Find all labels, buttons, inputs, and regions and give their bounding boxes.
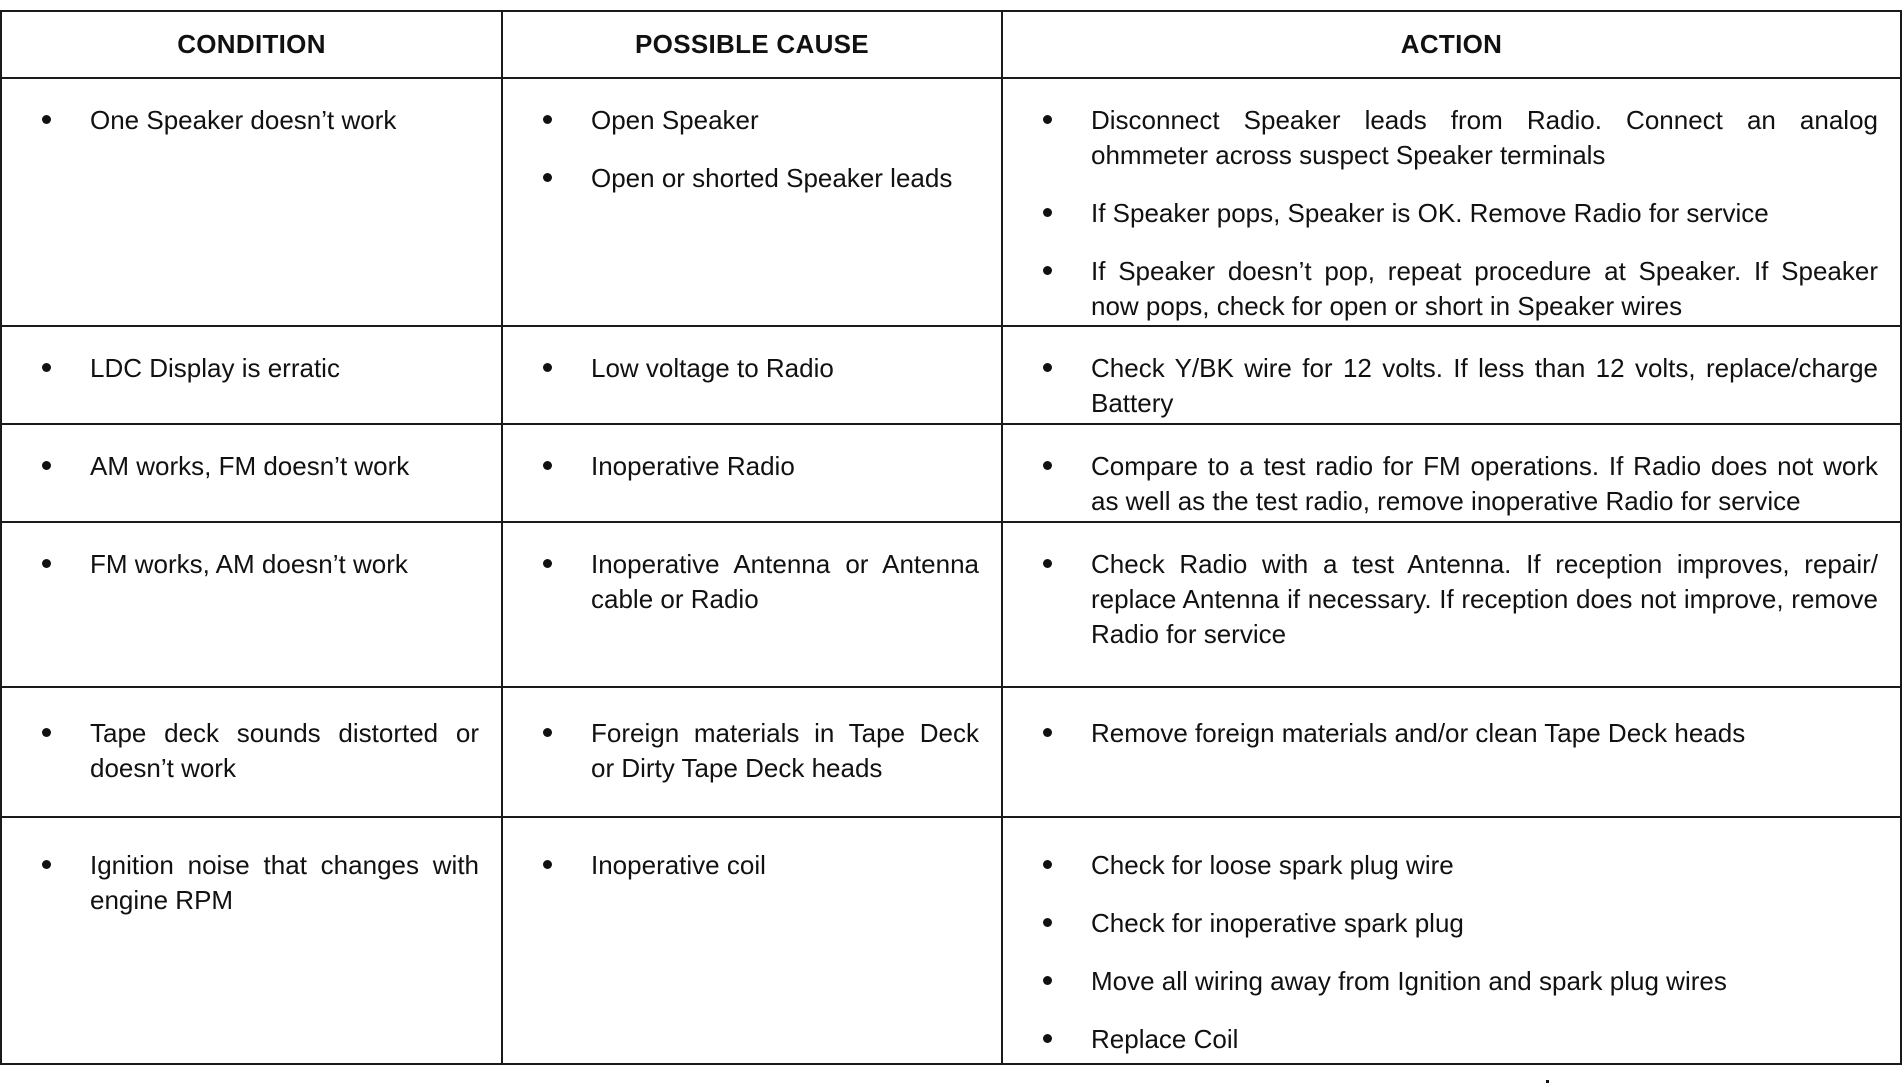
- diagnosis-table-container: [0, 10, 1900, 1065]
- bullet-icon: [1043, 976, 1052, 985]
- header-row: [1, 11, 1901, 78]
- cause-item: [537, 449, 979, 484]
- cause-item: [537, 161, 979, 196]
- condition-text: One Speaker doesn’t work: [90, 105, 397, 135]
- bullet-icon: [42, 728, 51, 737]
- condition-text: FM works, AM doesn’t work: [90, 549, 408, 579]
- cause-cell: [502, 424, 1002, 522]
- action-cell: [1002, 817, 1901, 1064]
- condition-item: [36, 351, 479, 386]
- condition-text: Ignition noise that changes with engine RPM: [90, 850, 479, 915]
- bullet-icon: [42, 461, 51, 470]
- cause-cell: [502, 687, 1002, 817]
- bullet-icon: [1043, 266, 1052, 275]
- header-condition: CONDITION: [1, 11, 502, 78]
- action-cell: [1002, 78, 1901, 326]
- action-item: [1037, 848, 1878, 883]
- cause-text: Inoperative Antenna or Antenna cable or Radio: [591, 549, 979, 614]
- bullet-icon: [543, 363, 552, 372]
- cause-cell: [502, 817, 1002, 1064]
- condition-item: [36, 716, 479, 786]
- bullet-icon: [1043, 728, 1052, 737]
- action-text: Disconnect Speaker leads from Radio. Connect an analog ohmmeter across suspect Speaker terminals: [1091, 105, 1878, 170]
- cause-text: Foreign materials in Tape Deck or Dirty Tape Deck heads: [591, 718, 979, 783]
- cause-cell: [502, 78, 1002, 326]
- action-item: [1037, 449, 1878, 519]
- cause-item: [537, 351, 979, 386]
- action-text: Check Radio with a test Antenna. If reception improves, repair/ replace Antenna if necessary. If reception does not improve, remove Radio for service: [1091, 549, 1878, 649]
- action-text: Replace Coil: [1091, 1024, 1239, 1054]
- cause-text: Inoperative coil: [591, 850, 766, 880]
- condition-text: LDC Display is erratic: [90, 353, 340, 383]
- bullet-icon: [543, 559, 552, 568]
- cause-item: [537, 716, 979, 786]
- condition-text: Tape deck sounds distorted or doesn’t work: [90, 718, 479, 783]
- cause-text: Open Speaker: [591, 105, 759, 135]
- bullet-icon: [1043, 115, 1052, 124]
- action-text: Check Y/BK wire for 12 volts. If less than 12 volts, replace/charge Battery: [1091, 353, 1878, 418]
- condition-cell: [1, 78, 502, 326]
- condition-text: AM works, FM doesn’t work: [90, 451, 410, 481]
- action-text: Compare to a test radio for FM operations. If Radio does not work as well as the test radio, remove inoperative Radio for service: [1091, 451, 1878, 516]
- bullet-icon: [42, 115, 51, 124]
- bullet-icon: [543, 173, 552, 182]
- condition-cell: [1, 522, 502, 687]
- table-row: [1, 687, 1901, 817]
- action-text: If Speaker doesn’t pop, repeat procedure at Speaker. If Speaker now pops, check for open or short in Speaker wires: [1091, 256, 1878, 321]
- action-cell: [1002, 424, 1901, 522]
- condition-item: [36, 547, 479, 582]
- bullet-icon: [1043, 363, 1052, 372]
- bullet-icon: [42, 860, 51, 869]
- action-text: Remove foreign materials and/or clean Tape Deck heads: [1091, 718, 1746, 748]
- condition-cell: [1, 817, 502, 1064]
- bullet-icon: [1043, 860, 1052, 869]
- condition-item: [36, 449, 479, 484]
- bullet-icon: [1043, 1034, 1052, 1043]
- scan-speck: [1546, 1080, 1549, 1083]
- table-row: [1, 817, 1901, 1064]
- cause-item: [537, 103, 979, 138]
- cause-cell: [502, 522, 1002, 687]
- action-text: Check for inoperative spark plug: [1091, 908, 1464, 938]
- action-item: [1037, 716, 1878, 751]
- action-cell: [1002, 687, 1901, 817]
- header-possible-cause: POSSIBLE CAUSE: [502, 11, 1002, 78]
- table-row: [1, 78, 1901, 326]
- table-row: [1, 522, 1901, 687]
- condition-cell: [1, 424, 502, 522]
- cause-item: [537, 848, 979, 883]
- table-row: [1, 424, 1901, 522]
- cause-text: Low voltage to Radio: [591, 353, 834, 383]
- action-item: [1037, 906, 1878, 941]
- bullet-icon: [1043, 208, 1052, 217]
- action-text: Check for loose spark plug wire: [1091, 850, 1454, 880]
- bullet-icon: [1043, 461, 1052, 470]
- radio-diagnosis-table: [0, 10, 1902, 1065]
- bullet-icon: [543, 461, 552, 470]
- cause-text: Inoperative Radio: [591, 451, 795, 481]
- action-item: [1037, 964, 1878, 999]
- action-item: [1037, 547, 1878, 652]
- condition-cell: [1, 687, 502, 817]
- header-action: ACTION: [1002, 11, 1901, 78]
- table-row: [1, 326, 1901, 424]
- action-item: [1037, 254, 1878, 324]
- action-item: [1037, 1022, 1878, 1057]
- action-item: [1037, 196, 1878, 231]
- bullet-icon: [1043, 559, 1052, 568]
- bullet-icon: [42, 559, 51, 568]
- condition-item: [36, 848, 479, 918]
- action-cell: [1002, 522, 1901, 687]
- bullet-icon: [543, 115, 552, 124]
- condition-item: [36, 103, 479, 138]
- action-text: Move all wiring away from Ignition and spark plug wires: [1091, 966, 1727, 996]
- cause-cell: [502, 326, 1002, 424]
- bullet-icon: [543, 728, 552, 737]
- bullet-icon: [42, 363, 51, 372]
- condition-cell: [1, 326, 502, 424]
- cause-item: [537, 547, 979, 617]
- action-cell: [1002, 326, 1901, 424]
- cause-text: Open or shorted Speaker leads: [591, 163, 953, 193]
- bullet-icon: [543, 860, 552, 869]
- bullet-icon: [1043, 918, 1052, 927]
- action-item: [1037, 351, 1878, 421]
- action-item: [1037, 103, 1878, 173]
- action-text: If Speaker pops, Speaker is OK. Remove Radio for service: [1091, 198, 1769, 228]
